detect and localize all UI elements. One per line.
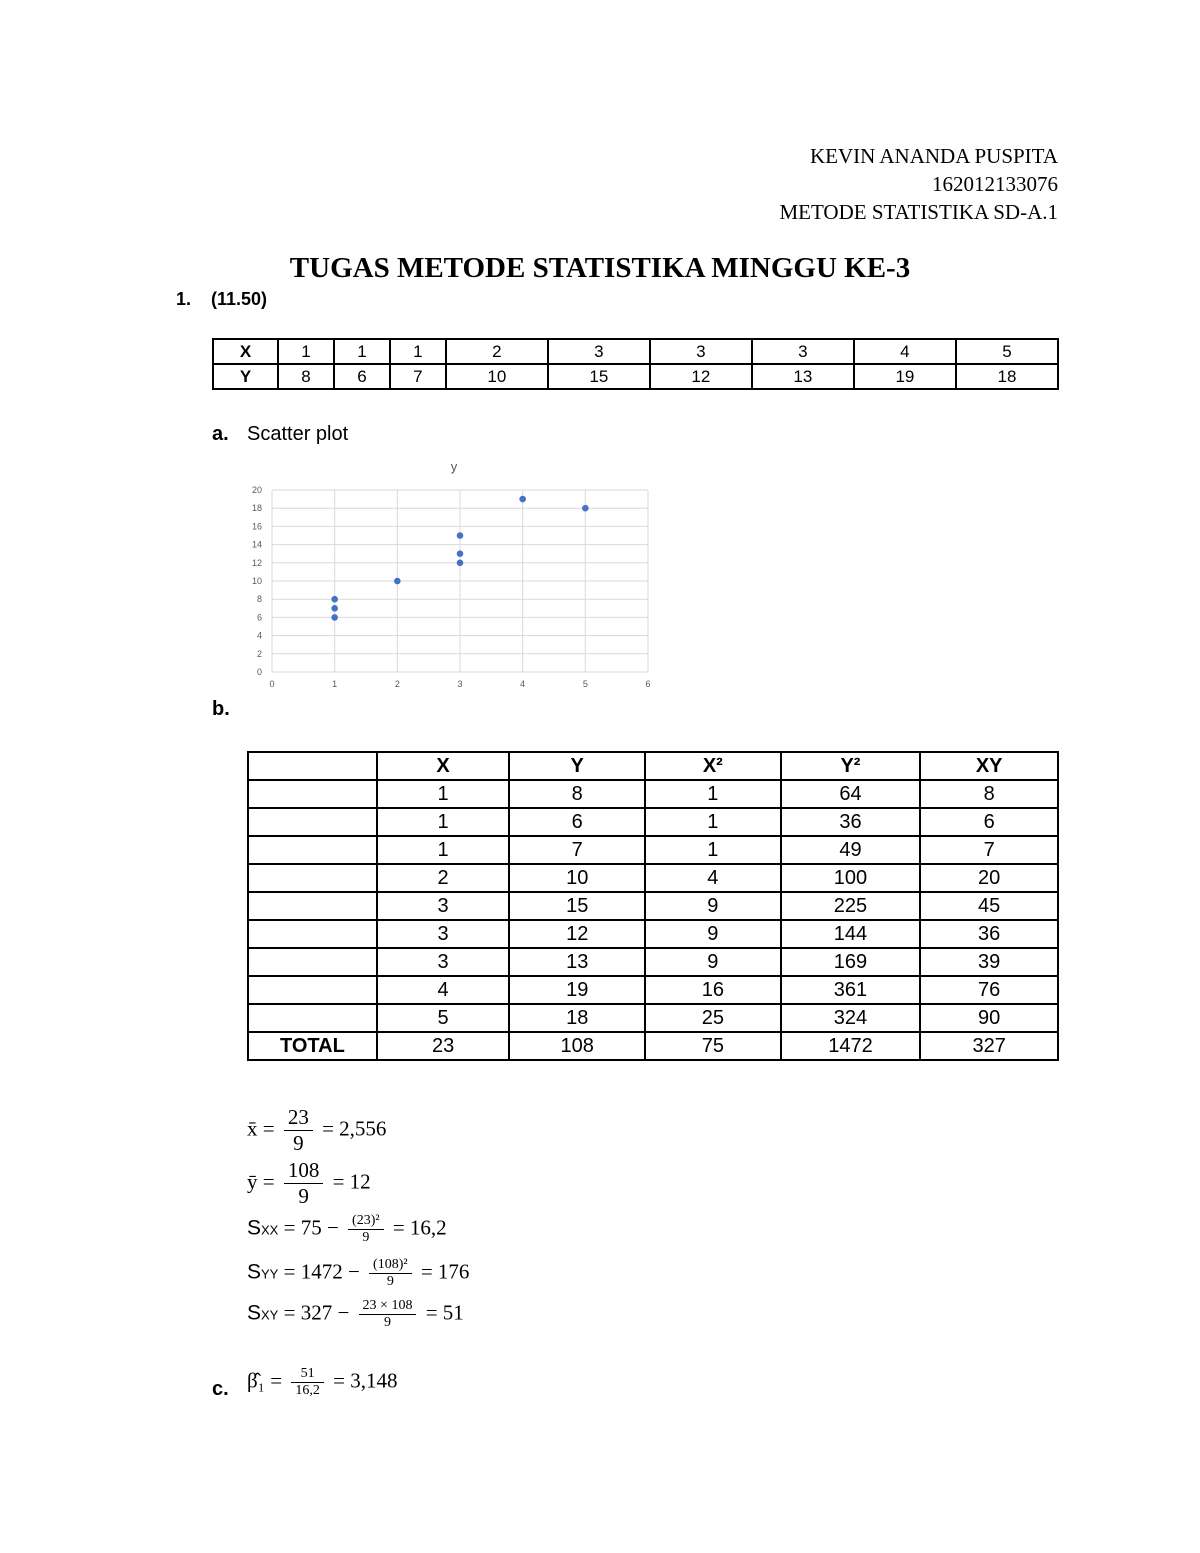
y-tick-label: 10 <box>251 576 262 586</box>
calc-table-cell: X² <box>645 752 781 780</box>
formula-rhs: = 12 <box>332 1169 371 1194</box>
data-table-cell: 19 <box>854 364 956 389</box>
denominator: 9 <box>362 1230 370 1245</box>
denominator: 9 <box>386 1274 394 1289</box>
calc-table-cell: 9 <box>645 920 781 948</box>
calc-table-cell: 4 <box>645 864 781 892</box>
scatter-point <box>519 496 526 503</box>
formula-rhs: = 176 <box>420 1259 470 1284</box>
data-table-cell: 13 <box>752 364 854 389</box>
calc-table-cell: 7 <box>920 836 1058 864</box>
calc-table-cell <box>248 752 377 780</box>
formula-rhs: = 16,2 <box>392 1215 447 1240</box>
calc-table-cell: 8 <box>920 780 1058 808</box>
data-table-cell: 8 <box>278 364 334 389</box>
scatter-point <box>331 596 338 603</box>
calc-table-cell <box>248 808 377 836</box>
calc-table-row <box>248 864 1058 892</box>
y-tick-label: 8 <box>256 594 262 605</box>
denominator: 9 <box>298 1184 309 1208</box>
part-a-text: Scatter plot <box>247 423 349 445</box>
calc-table-cell: 5 <box>377 1004 510 1032</box>
calc-table-cell <box>248 892 377 920</box>
calc-table-cell: X <box>377 752 510 780</box>
y-tick-label: 18 <box>251 503 262 514</box>
denominator: 16,2 <box>295 1383 320 1398</box>
numerator: 23 <box>284 1105 313 1131</box>
calc-table-cell <box>248 836 377 864</box>
calc-table-cell: 13 <box>509 948 645 976</box>
calc-table-cell: 7 <box>509 836 645 864</box>
calc-table-row <box>248 976 1058 1004</box>
calc-table-cell: 361 <box>781 976 921 1004</box>
calc-table-cell: 1 <box>377 836 510 864</box>
fraction <box>284 1105 313 1156</box>
calc-table-cell <box>248 976 377 1004</box>
author-name: KEVIN ANANDA PUSPITA <box>809 144 1058 168</box>
data-table-header-x: X <box>213 339 278 364</box>
page-title: TUGAS METODE STATISTIKA MINGGU KE-3 <box>289 252 911 284</box>
calc-table-cell: 64 <box>781 780 921 808</box>
calc-table-cell: XY <box>920 752 1058 780</box>
calc-table-cell: 324 <box>781 1004 921 1032</box>
fraction <box>359 1298 417 1331</box>
calc-table-cell: 1 <box>377 780 510 808</box>
calc-table-cell: 9 <box>645 892 781 920</box>
calc-table-cell: 1 <box>377 808 510 836</box>
y-tick-label: 14 <box>251 539 262 550</box>
formula-sxy <box>247 1298 464 1331</box>
data-table-cell: 15 <box>548 364 650 389</box>
question-number: 1. <box>176 289 192 309</box>
chart-title: y <box>450 459 458 474</box>
calc-table-cell: 1 <box>645 808 781 836</box>
scatter-point <box>457 560 464 567</box>
x-tick-label: 1 <box>332 679 338 689</box>
formula-subscript: XY <box>261 1307 279 1323</box>
fraction <box>284 1158 324 1209</box>
part-a-letter: a. <box>212 423 229 445</box>
calc-table-cell: 8 <box>509 780 645 808</box>
denominator: 9 <box>384 1315 391 1330</box>
formula-subscript: YY <box>261 1266 279 1282</box>
scatter-point <box>457 550 464 557</box>
data-table-cell: 18 <box>956 364 1058 389</box>
course-name: METODE STATISTIKA SD-A.1 <box>779 200 1058 224</box>
numerator: 51 <box>291 1366 324 1383</box>
scatter-point <box>582 505 589 512</box>
calc-table-row <box>248 1004 1058 1032</box>
part-c-letter: c. <box>212 1378 229 1400</box>
calc-table-cell: 20 <box>920 864 1058 892</box>
calc-table-cell: 45 <box>920 892 1058 920</box>
question-1-heading <box>176 289 267 310</box>
x-tick-label: 5 <box>582 679 588 689</box>
fraction <box>369 1257 412 1290</box>
y-tick-label: 12 <box>251 557 262 568</box>
calc-table-cell: 108 <box>509 1032 645 1060</box>
data-table-cell: 1 <box>334 339 390 364</box>
data-table-cell: 7 <box>390 364 446 389</box>
scatter-point <box>457 532 464 539</box>
calc-table-cell: 4 <box>377 976 510 1004</box>
formula-ybar <box>247 1158 371 1209</box>
numerator: 108 <box>284 1158 324 1184</box>
y-tick-label: 4 <box>256 630 262 641</box>
calc-table-cell <box>248 948 377 976</box>
calc-table-row <box>248 808 1058 836</box>
question-reference: (11.50) <box>211 289 268 309</box>
calc-table-cell: 23 <box>377 1032 510 1060</box>
formula-rhs: = 3,148 <box>333 1368 398 1393</box>
calc-table-row <box>248 920 1058 948</box>
fraction <box>348 1213 384 1246</box>
y-tick-label: 16 <box>251 521 262 532</box>
x-tick-label: 2 <box>394 679 400 689</box>
data-table-row-y <box>213 364 1058 389</box>
calc-table-row <box>248 892 1058 920</box>
calc-table-cell: 25 <box>645 1004 781 1032</box>
calc-table-cell: 16 <box>645 976 781 1004</box>
denominator: 9 <box>293 1131 304 1155</box>
calc-table-cell: 75 <box>645 1032 781 1060</box>
calc-table-cell: 6 <box>920 808 1058 836</box>
data-table-cell: 4 <box>854 339 956 364</box>
calc-table-total-row <box>248 1032 1058 1060</box>
scatter-chart <box>240 448 665 698</box>
calc-table-row <box>248 836 1058 864</box>
y-tick-label: 6 <box>256 612 262 623</box>
calc-table-cell: 76 <box>920 976 1058 1004</box>
data-table-cell: 1 <box>278 339 334 364</box>
formula-lhs: = 75 − <box>278 1215 339 1240</box>
calc-table-cell: 100 <box>781 864 921 892</box>
calc-table-cell <box>248 780 377 808</box>
formula-lhs: = 1472 − <box>278 1259 360 1284</box>
formula-xbar <box>247 1105 386 1156</box>
formula-lhs: x̄ = <box>247 1116 275 1141</box>
numerator: (23)² <box>348 1213 384 1230</box>
y-tick-label: 2 <box>256 648 262 659</box>
formula-symbol: S <box>247 1216 262 1240</box>
formula-symbol: S <box>247 1301 262 1325</box>
author-id: 162012133076 <box>932 172 1058 196</box>
formula-rhs: = 2,556 <box>322 1116 387 1141</box>
formula-lhs: ȳ = <box>247 1169 275 1194</box>
data-table-cell: 2 <box>446 339 548 364</box>
calc-table-cell: 3 <box>377 920 510 948</box>
data-table <box>212 338 1059 390</box>
calc-table-cell: 1472 <box>781 1032 921 1060</box>
calc-table-cell: 18 <box>509 1004 645 1032</box>
calc-table-cell: 39 <box>920 948 1058 976</box>
fraction <box>291 1366 324 1399</box>
data-table-cell: 3 <box>548 339 650 364</box>
calc-table-cell: 2 <box>377 864 510 892</box>
data-table-cell: 1 <box>390 339 446 364</box>
formula-lhs: β̂₁ = <box>247 1368 283 1393</box>
scatter-point <box>394 578 401 585</box>
part-b-letter: b. <box>212 698 230 720</box>
calc-table-cell: 9 <box>645 948 781 976</box>
y-tick-label: 20 <box>251 485 262 495</box>
formula-subscript: XX <box>261 1222 279 1238</box>
calc-table-cell: 19 <box>509 976 645 1004</box>
formula-lhs: = 327 − <box>278 1300 350 1325</box>
author-block <box>779 142 1058 226</box>
x-tick-label: 4 <box>520 679 526 689</box>
chart-background <box>240 448 665 698</box>
calc-table <box>247 751 1059 1061</box>
formula-rhs: = 51 <box>425 1300 464 1325</box>
scatter-point <box>331 614 338 621</box>
data-table-row-x <box>213 339 1058 364</box>
calc-table-cell: 225 <box>781 892 921 920</box>
data-table-cell: 3 <box>650 339 752 364</box>
data-table-header-y: Y <box>213 364 278 389</box>
formula-symbol: S <box>247 1260 262 1284</box>
calc-table-cell: 12 <box>509 920 645 948</box>
data-table-cell: 3 <box>752 339 854 364</box>
calc-table-row <box>248 780 1058 808</box>
calc-table-cell: 3 <box>377 948 510 976</box>
calc-table-cell: 327 <box>920 1032 1058 1060</box>
formula-beta1 <box>247 1366 397 1399</box>
calc-table-cell: 10 <box>509 864 645 892</box>
calc-table-header-row <box>248 752 1058 780</box>
formula-sxx <box>247 1213 447 1246</box>
calc-table-cell: 49 <box>781 836 921 864</box>
calc-table-cell: 36 <box>781 808 921 836</box>
numerator: (108)² <box>369 1257 412 1274</box>
data-table-cell: 6 <box>334 364 390 389</box>
part-a-heading <box>212 423 348 446</box>
data-table-cell: 5 <box>956 339 1058 364</box>
scatter-point <box>331 605 338 612</box>
x-tick-label: 0 <box>269 679 275 689</box>
calc-table-cell: 6 <box>509 808 645 836</box>
calc-table-cell: 169 <box>781 948 921 976</box>
calc-table-cell: 15 <box>509 892 645 920</box>
calc-table-cell: TOTAL <box>248 1032 377 1060</box>
data-table-cell: 12 <box>650 364 752 389</box>
calc-table-cell: 1 <box>645 780 781 808</box>
calc-table-row <box>248 948 1058 976</box>
calc-table-cell <box>248 864 377 892</box>
calc-table-cell <box>248 1004 377 1032</box>
numerator: 23 × 108 <box>359 1298 417 1315</box>
calc-table-cell: Y² <box>781 752 921 780</box>
y-tick-label: 0 <box>256 667 262 677</box>
calc-table-cell: 90 <box>920 1004 1058 1032</box>
x-tick-label: 3 <box>457 679 463 689</box>
calc-table-cell: 1 <box>645 836 781 864</box>
calc-table-cell: 3 <box>377 892 510 920</box>
calc-table-cell: 36 <box>920 920 1058 948</box>
calc-table-cell: Y <box>509 752 645 780</box>
calc-table-cell: 144 <box>781 920 921 948</box>
data-table-cell: 10 <box>446 364 548 389</box>
calc-table-cell <box>248 920 377 948</box>
formula-syy <box>247 1257 469 1290</box>
x-tick-label: 6 <box>645 679 651 689</box>
